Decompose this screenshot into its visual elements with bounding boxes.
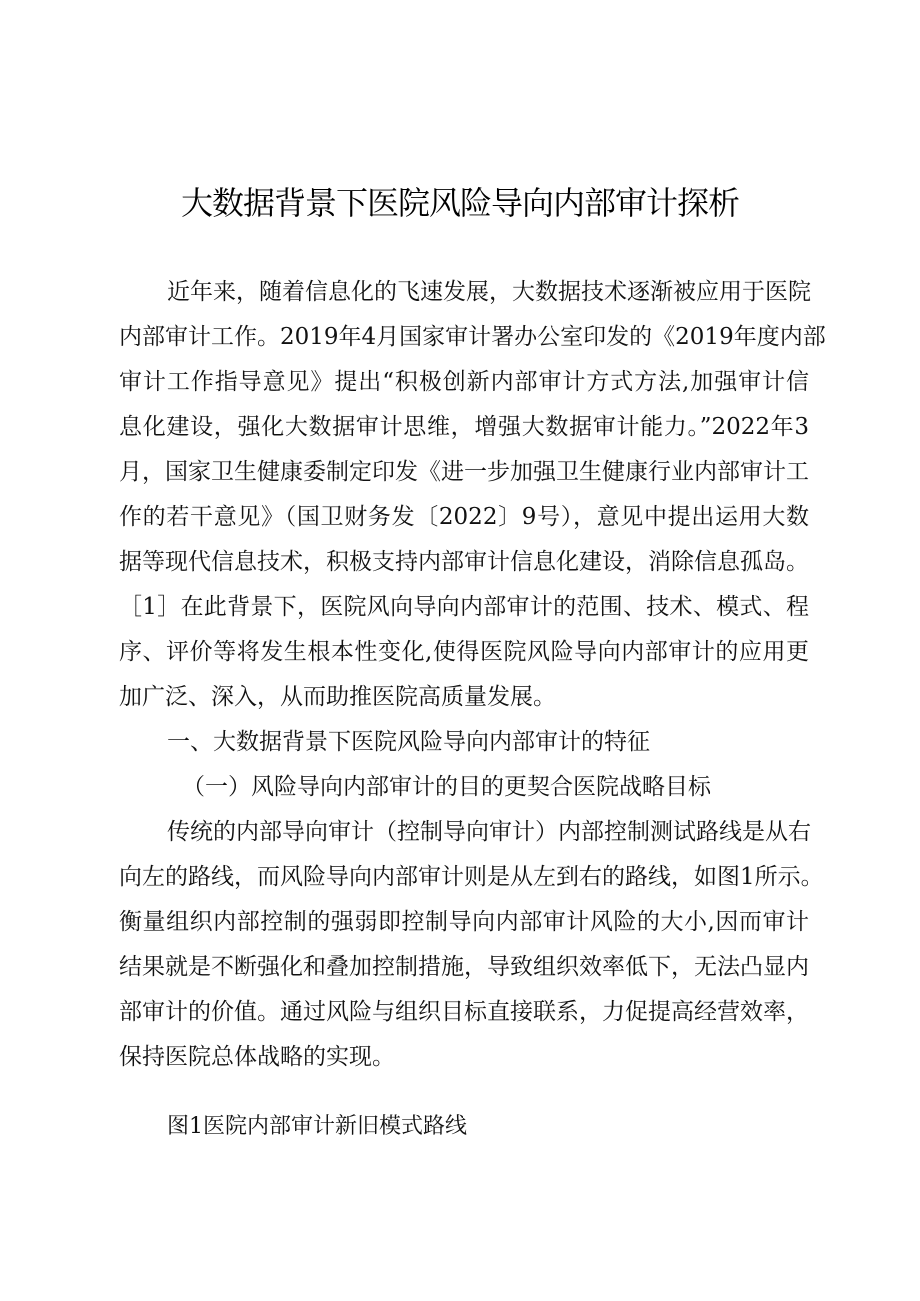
paragraph-line: 部审计的价值。通过风险与组织目标直接联系，力促提高经营效率，: [119, 999, 809, 1025]
paragraph-line: 月，国家卫生健康委制定印发《进一步加强卫生健康行业内部审计工: [119, 459, 809, 485]
figure-caption: 图1医院内部审计新旧模式路线: [167, 1114, 467, 1139]
paragraph-line: 据等现代信息技术，积极支持内部审计信息化建设，消除信息孤岛。: [119, 549, 809, 575]
paragraph-line: 近年来，随着信息化的飞速发展，大数据技术逐渐被应用于医院: [167, 279, 811, 305]
paragraph-line: 传统的内部导向审计（控制导向审计）内部控制测试路线是从右: [167, 819, 811, 845]
paragraph-line: 作的若干意见》（国卫财务发〔2022〕9号），意见中提出运用大数: [119, 504, 809, 530]
subsection-heading: （一）风险导向内部审计的目的更契合医院战略目标: [182, 774, 711, 800]
paragraph-line: 序、评价等将发生根本性变化,使得医院风险导向内部审计的应用更: [119, 639, 809, 665]
paragraph-line: 向左的路线，而风险导向内部审计则是从左到右的路线，如图1所示。: [119, 864, 824, 890]
paragraph-line: 衡量组织内部控制的强弱即控制导向内部审计风险的大小,因而审计: [119, 909, 809, 935]
paragraph-line: ［1］在此背景下，医院风向导向内部审计的范围、技术、模式、程: [119, 594, 809, 620]
paragraph-line: 审计工作指导意见》提出“积极创新内部审计方式方法,加强审计信: [119, 369, 809, 395]
paragraph-line: 内部审计工作。2019年4月国家审计署办公室印发的《2019年度内部: [119, 324, 826, 350]
paragraph-line: 息化建设，强化大数据审计思维，增强大数据审计能力。”2022年3: [119, 414, 809, 440]
paragraph-line: 加广泛、深入，从而助推医院高质量发展。: [119, 684, 556, 710]
paragraph-line: 保持医院总体战略的实现。: [119, 1044, 395, 1070]
section-heading: 一、大数据背景下医院风险导向内部审计的特征: [167, 729, 650, 755]
document-title: 大数据背景下医院风险导向内部审计探析: [180, 184, 739, 222]
paragraph-line: 结果就是不断强化和叠加控制措施，导致组织效率低下，无法凸显内: [119, 954, 809, 980]
